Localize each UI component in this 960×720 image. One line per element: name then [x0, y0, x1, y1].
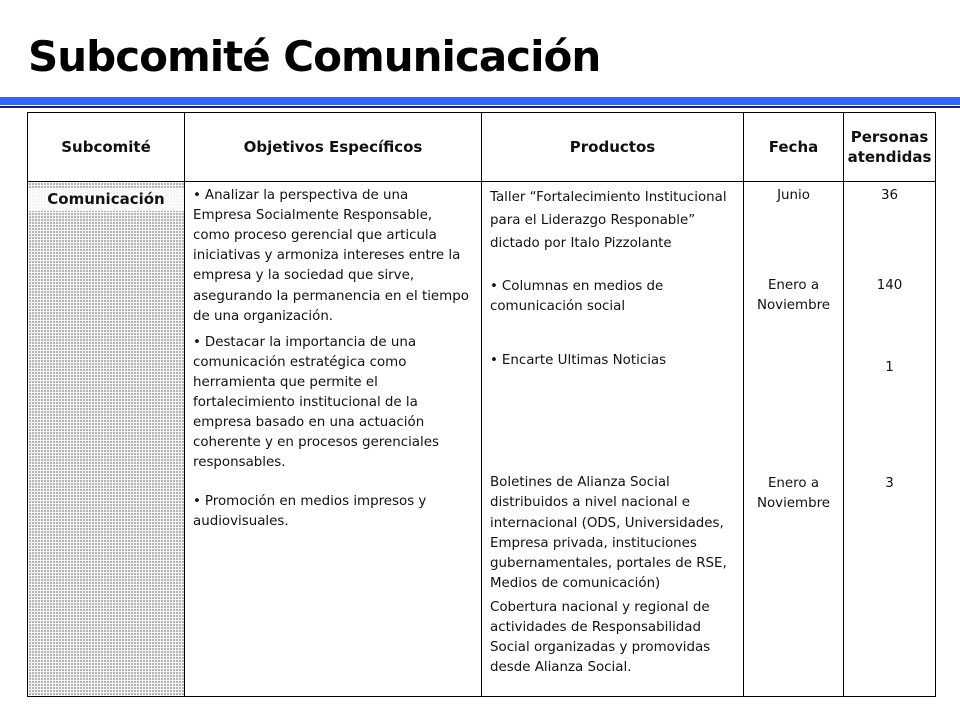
subcomite-name: Comunicación — [28, 188, 184, 211]
header-personas: Personas atendidas — [844, 113, 936, 182]
personas-item: 36 — [880, 188, 899, 203]
personas-item: 140 — [876, 278, 903, 294]
personas-cell — [844, 182, 936, 697]
personas-item: 3 — [885, 476, 894, 492]
objetivo-item: • Promoción en medios impresos y audiovisuales. — [193, 493, 427, 529]
fecha-item: Enero a Noviembre — [756, 278, 831, 314]
producto-item: Boletines de Alianza Social distribuidos a nivel nacional e internacional (ODS, Universidades, Empresa privada, instituciones gubernamentales, portales de RSE, Medios de comunicación) — [490, 475, 727, 591]
objetivos-cell — [185, 182, 482, 697]
personas-item: 1 — [885, 360, 894, 376]
producto-item: Taller “Fortalecimiento Institucional para el Liderazgo Responable” dictado por Italo Pizzolante — [490, 190, 727, 251]
producto-item: • Columnas en medios de comunicación social — [490, 279, 664, 315]
page-title: Subcomité Comunicación — [28, 32, 601, 81]
table-row — [28, 182, 936, 697]
fecha-cell — [744, 182, 844, 697]
fecha-item: Enero a Noviembre — [756, 476, 831, 512]
productos-cell — [482, 182, 744, 697]
title-accent-bar — [0, 97, 960, 105]
table-header-row — [28, 113, 936, 182]
header-objetivos: Objetivos Específicos — [185, 113, 482, 182]
producto-item: • Encarte Ultimas Noticias — [490, 353, 667, 369]
header-productos: Productos — [482, 113, 744, 182]
fecha-item: Junio — [777, 188, 810, 203]
objetivo-item: • Analizar la perspectiva de una Empresa Socialmente Responsable, como proceso gerencial que articula iniciativas y armoniza intereses entre la empresa y la sociedad que sirve, asegurando la permanencia en el tiempo de una organización. — [193, 188, 469, 324]
objetivo-item: • Destacar la importancia de una comunicación estratégica como herramienta que permite el fortalecimiento institucional de la empresa basado en una actuación coherente y en procesos gerenciales responsables. — [193, 334, 439, 471]
subcomite-cell — [28, 182, 185, 697]
producto-item: Cobertura nacional y regional de actividades de Responsabilidad Social organizadas y promovidas desde Alianza Social. — [490, 599, 711, 676]
subcommittee-table — [27, 112, 936, 697]
title-accent-line — [0, 106, 960, 108]
header-subcomite: Subcomité — [28, 113, 185, 182]
header-fecha: Fecha — [744, 113, 844, 182]
